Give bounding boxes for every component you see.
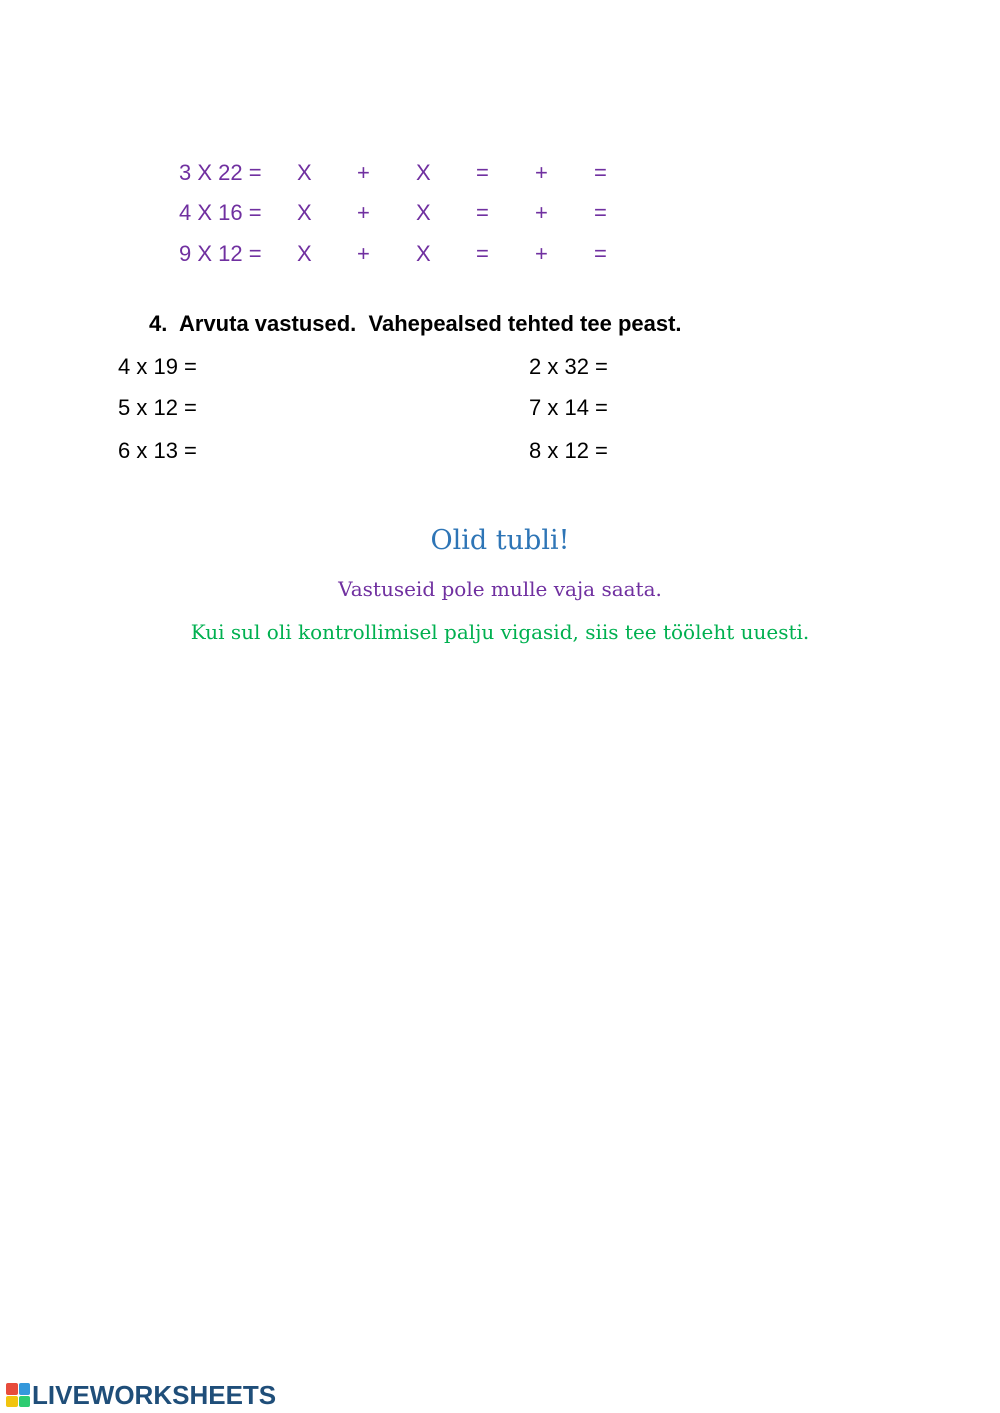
advice-text: Kui sul oli kontrollimisel palju vigasid, siis tee tööleht uuesti. bbox=[190, 620, 810, 644]
logo-square bbox=[6, 1383, 18, 1395]
exercise-cell: = bbox=[594, 241, 607, 266]
exercise-row-2 bbox=[0, 200, 1000, 226]
exercise-lead: 9 X 12 = bbox=[179, 241, 262, 266]
problem-left-3: 6 x 13 = bbox=[118, 438, 197, 463]
task-heading bbox=[149, 311, 682, 337]
exercise-cell: X bbox=[416, 160, 431, 185]
exercise-cell: + bbox=[357, 241, 370, 266]
exercise-lead: 3 X 22 = bbox=[179, 160, 262, 185]
exercise-row-3 bbox=[0, 241, 1000, 267]
exercise-cell: + bbox=[535, 241, 548, 266]
brand-name: LIVEWORKSHEETS bbox=[32, 1380, 277, 1410]
task-instruction: Arvuta vastused. Vahepealsed tehted tee peast. bbox=[179, 311, 682, 336]
exercise-cell: = bbox=[476, 160, 489, 185]
exercise-cell: X bbox=[297, 160, 312, 185]
exercise-lead: 4 X 16 = bbox=[179, 200, 262, 225]
logo-icon bbox=[6, 1383, 30, 1407]
exercise-cell: + bbox=[535, 200, 548, 225]
exercise-cell: X bbox=[297, 241, 312, 266]
problem-left-2: 5 x 12 = bbox=[118, 395, 197, 420]
problem-left-1: 4 x 19 = bbox=[118, 354, 197, 379]
exercise-cell: + bbox=[535, 160, 548, 185]
task-number: 4. bbox=[149, 311, 168, 336]
exercise-cell: = bbox=[476, 200, 489, 225]
problem-right-2: 7 x 14 = bbox=[529, 395, 608, 420]
exercise-cell: + bbox=[357, 200, 370, 225]
note-text: Vastuseid pole mulle vaja saata. bbox=[338, 577, 662, 601]
logo-square bbox=[19, 1396, 31, 1408]
exercise-cell: X bbox=[416, 241, 431, 266]
exercise-cell: = bbox=[594, 160, 607, 185]
exercise-cell: X bbox=[416, 200, 431, 225]
logo-square bbox=[19, 1383, 31, 1395]
logo-square bbox=[6, 1396, 18, 1408]
praise-text: Olid tubli! bbox=[430, 525, 570, 556]
exercise-cell: X bbox=[297, 200, 312, 225]
problem-right-3: 8 x 12 = bbox=[529, 438, 608, 463]
exercise-cell: = bbox=[594, 200, 607, 225]
problem-right-1: 2 x 32 = bbox=[529, 354, 608, 379]
liveworksheets-logo[interactable] bbox=[6, 1380, 276, 1410]
exercise-cell: = bbox=[476, 241, 489, 266]
exercise-cell: + bbox=[357, 160, 370, 185]
exercise-row-1 bbox=[0, 160, 1000, 186]
